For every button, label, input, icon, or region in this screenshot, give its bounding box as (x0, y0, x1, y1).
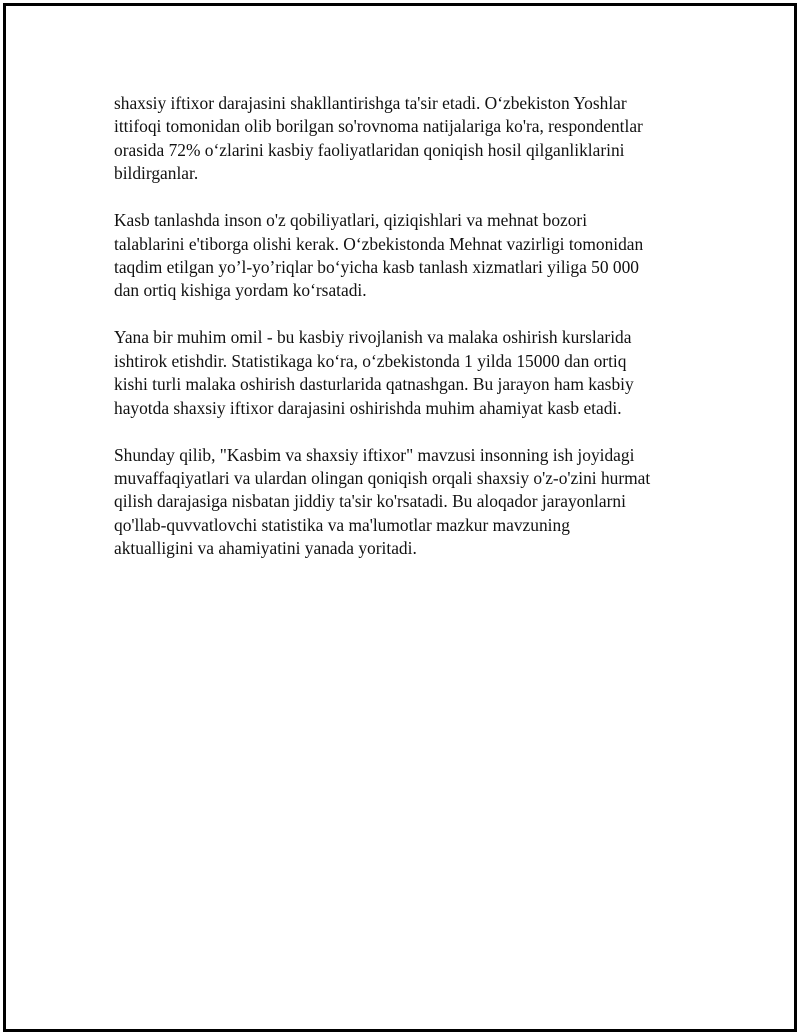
text-line: ittifoqi tomonidan olib borilgan so'rovnoma natijalariga ko'ra, respondentlar (114, 116, 643, 137)
paragraph-1 (114, 92, 694, 186)
text-line: Kasb tanlashda inson o'z qobiliyatlari, qiziqishlari va mehnat bozori (114, 210, 588, 231)
text-line: taqdim etilgan yo’l-yo’riqlar bo‘yicha kasb tanlash xizmatlari yiliga 50 000 (114, 257, 639, 278)
text-line: orasida 72% o‘zlarini kasbiy faoliyatlaridan qoniqish hosil qilganliklarini (114, 139, 625, 160)
text-line: ishtirok etishdir. Statistikaga ko‘ra, o‘zbekistonda 1 yilda 15000 dan ortiq (114, 350, 627, 371)
text-line: Shunday qilib, "Kasbim va shaxsiy iftixor" mavzusi insonning ish joyidagi (114, 444, 635, 465)
text-line: qo'llab-quvvatlovchi statistika va ma'lumotlar mazkur mavzuning (114, 514, 570, 535)
paragraph-4 (114, 444, 694, 561)
text-line: talablarini e'tiborga olishi kerak. O‘zbekistonda Mehnat vazirligi tomonidan (114, 233, 644, 254)
text-line: hayotda shaxsiy iftixor darajasini oshirishda muhim ahamiyat kasb etadi. (114, 397, 622, 418)
paragraph-2 (114, 209, 694, 303)
document-body (114, 92, 694, 584)
paragraph-3 (114, 326, 694, 420)
text-line: aktualligini va ahamiyatini yanada yoritadi. (114, 538, 417, 559)
text-line: Yana bir muhim omil - bu kasbiy rivojlanish va malaka oshirish kurslarida (114, 327, 632, 348)
text-line: muvaffaqiyatlari va ulardan olingan qoniqish orqali shaxsiy o'z-o'zini hurmat (114, 468, 651, 489)
text-line: bildirganlar. (114, 163, 199, 184)
text-line: kishi turli malaka oshirish dasturlarida qatnashgan. Bu jarayon ham kasbiy (114, 374, 634, 395)
text-line: shaxsiy iftixor darajasini shakllantirishga ta'sir etadi. O‘zbekiston Yoshlar (114, 93, 627, 113)
text-line: qilish darajasiga nisbatan jiddiy ta'sir ko'rsatadi. Bu aloqador jarayonlarni (114, 491, 626, 512)
text-line: dan ortiq kishiga yordam ko‘rsatadi. (114, 280, 367, 301)
